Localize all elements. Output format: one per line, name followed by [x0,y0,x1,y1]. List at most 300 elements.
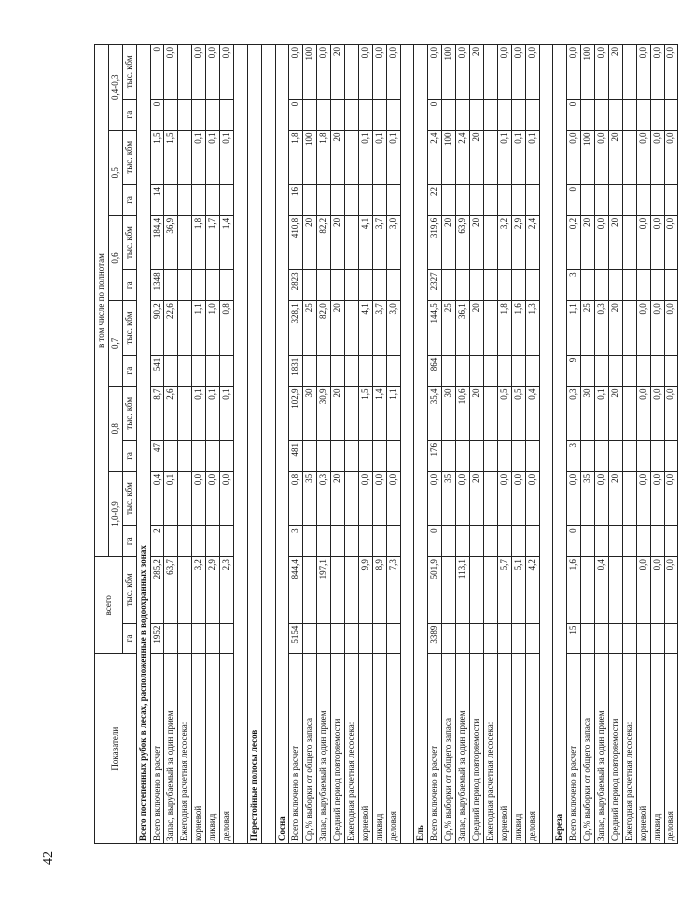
value-cell [386,441,400,472]
table-row [622,45,636,844]
value-cell [470,441,484,472]
table-row [275,45,289,844]
table-row [470,45,484,844]
value-cell [664,99,678,130]
value-cell [497,355,511,386]
value-cell [317,185,331,216]
value-cell [636,99,650,130]
value-cell: 20 [608,471,622,526]
table-row [261,45,275,844]
value-cell [442,99,456,130]
value-cell [345,45,359,100]
value-cell: 1,4 [372,386,386,441]
value-cell: 0,0 [650,215,664,270]
value-cell: 35 [442,471,456,526]
value-cell: 2,3 [220,557,234,623]
table-row [358,45,372,844]
value-cell [650,355,664,386]
table-row [233,45,247,844]
value-cell: 1,6 [567,557,581,623]
value-cell: 20 [331,301,345,356]
value-cell: 319,6 [428,215,442,270]
value-cell [483,301,497,356]
value-cell [386,185,400,216]
section-title: Ель [414,45,428,844]
table-row [553,45,567,844]
value-cell [595,526,609,557]
value-cell [345,471,359,526]
row-label: Запас, вырубаемый за один прием [456,654,470,844]
value-cell [650,270,664,301]
value-cell [456,99,470,130]
value-cell [345,526,359,557]
blank-cell [261,45,275,844]
row-label: деловая [220,654,234,844]
value-cell [470,623,484,654]
row-label: Запас, вырубаемый за один прием [595,654,609,844]
row-label: Всего включено в расчет [428,654,442,844]
value-cell: 0,0 [650,301,664,356]
value-cell [345,99,359,130]
value-cell: 3 [289,526,303,557]
table-row [636,45,650,844]
value-cell: 63,7 [164,557,178,623]
row-label: Запас, вырубаемый за один прием [164,654,178,844]
value-cell [220,185,234,216]
value-cell: 5,1 [511,557,525,623]
value-cell: 501,9 [428,557,442,623]
value-cell: 1,1 [386,386,400,441]
table-row [345,45,359,844]
value-cell [511,623,525,654]
value-cell: 0 [567,99,581,130]
value-cell: 90,2 [150,301,164,356]
value-cell [220,270,234,301]
value-cell [622,130,636,185]
value-cell [372,99,386,130]
value-cell [303,526,317,557]
value-cell [358,623,372,654]
table-body [136,45,678,844]
table-row [289,45,303,844]
value-cell [608,557,622,623]
value-cell: 100 [303,45,317,100]
value-cell [331,526,345,557]
value-cell [372,270,386,301]
value-cell: 3,2 [497,215,511,270]
value-cell [178,441,192,472]
value-cell: 20 [608,386,622,441]
value-cell [345,386,359,441]
value-cell [622,386,636,441]
value-cell [470,526,484,557]
value-cell: 0,0 [220,45,234,100]
value-cell: 0,1 [595,386,609,441]
value-cell [470,270,484,301]
value-cell: 5154 [289,623,303,654]
row-label: Ежегодная расчетная лесосека: [178,654,192,844]
value-cell [636,623,650,654]
value-cell: 0,5 [511,386,525,441]
value-cell [525,185,539,216]
header-total: всего [95,557,123,654]
value-cell: 0,0 [358,471,372,526]
value-cell: 0 [150,99,164,130]
value-cell: 1,6 [511,301,525,356]
value-cell: 0,0 [206,471,220,526]
value-cell: 25 [442,301,456,356]
header-unit-tkm: тыс. кбм [122,130,136,185]
value-cell: 1,5 [164,130,178,185]
value-cell [206,623,220,654]
row-label: деловая [525,654,539,844]
value-cell: 0,2 [567,215,581,270]
value-cell [595,99,609,130]
table-row [150,45,164,844]
value-cell: 1,4 [220,215,234,270]
value-cell: 20 [331,386,345,441]
table-row [372,45,386,844]
value-cell [317,355,331,386]
value-cell: 0,3 [567,386,581,441]
value-cell: 0,0 [428,45,442,100]
value-cell [483,355,497,386]
value-cell [622,471,636,526]
blank-cell [400,45,414,844]
row-label: ликвид [372,654,386,844]
value-cell [331,557,345,623]
value-cell: 36,9 [164,215,178,270]
row-label: ликвид [206,654,220,844]
value-cell: 3,7 [372,301,386,356]
value-cell [358,355,372,386]
table-row [386,45,400,844]
value-cell [372,526,386,557]
table-row [331,45,345,844]
value-cell: 20 [331,45,345,100]
value-cell [608,355,622,386]
row-label: ликвид [511,654,525,844]
value-cell: 0,0 [636,471,650,526]
value-cell: 0,1 [386,130,400,185]
row-label: Средний период повторяемости [331,654,345,844]
value-cell: 0,0 [456,471,470,526]
value-cell [511,526,525,557]
value-cell: 0,5 [497,386,511,441]
header-group: 0,7 [108,301,122,386]
value-cell [483,526,497,557]
value-cell: 0,0 [664,301,678,356]
value-cell: 0,1 [220,130,234,185]
value-cell [442,557,456,623]
value-cell [345,623,359,654]
value-cell: 0,1 [525,130,539,185]
value-cell: 0,1 [192,386,206,441]
value-cell [220,99,234,130]
value-cell: 22,6 [164,301,178,356]
value-cell: 82,0 [317,301,331,356]
header-unit-tkm: тыс. кбм [122,301,136,356]
header-group: 0,8 [108,386,122,471]
value-cell: 0,0 [567,471,581,526]
value-cell: 20 [470,471,484,526]
value-cell [386,355,400,386]
value-cell [345,355,359,386]
value-cell [497,526,511,557]
header-unit-tkm: тыс. кбм [122,386,136,441]
row-label: Ежегодная расчетная лесосека: [622,654,636,844]
value-cell: 0,0 [636,215,650,270]
value-cell [636,185,650,216]
value-cell [386,526,400,557]
value-cell [581,270,595,301]
value-cell: 20 [608,215,622,270]
value-cell: 15 [567,623,581,654]
value-cell: 2,9 [511,215,525,270]
value-cell: 20 [470,215,484,270]
value-cell [525,441,539,472]
value-cell: 0,0 [664,215,678,270]
value-cell: 0,1 [497,130,511,185]
value-cell [303,355,317,386]
value-cell [483,386,497,441]
rotated-table-sheet [94,44,676,844]
value-cell: 1,0 [206,301,220,356]
value-cell: 82,2 [317,215,331,270]
value-cell [664,526,678,557]
value-cell [442,526,456,557]
value-cell [164,355,178,386]
value-cell: 20 [608,130,622,185]
value-cell: 1,5 [358,386,372,441]
value-cell: 100 [442,130,456,185]
value-cell [650,99,664,130]
value-cell: 0,1 [358,130,372,185]
value-cell [303,270,317,301]
value-cell: 0,0 [567,45,581,100]
row-label: корневой [358,654,372,844]
value-cell [483,215,497,270]
header-unit-ha: га [122,623,136,654]
value-cell: 3,2 [192,557,206,623]
value-cell: 0,1 [220,386,234,441]
value-cell [164,99,178,130]
value-cell [192,526,206,557]
value-cell: 2,4 [428,130,442,185]
value-cell: 35,4 [428,386,442,441]
row-label: корневой [636,654,650,844]
table-row [511,45,525,844]
value-cell [331,623,345,654]
value-cell [331,270,345,301]
header-group: 0,5 [108,130,122,215]
value-cell [622,45,636,100]
value-cell [497,270,511,301]
value-cell [358,270,372,301]
row-label: Запас, вырубаемый за один прием [317,654,331,844]
table-header [95,45,137,844]
value-cell: 197,1 [317,557,331,623]
value-cell: 0,1 [372,130,386,185]
value-cell [595,355,609,386]
value-cell: 0,0 [525,45,539,100]
value-cell [178,301,192,356]
value-cell [442,355,456,386]
value-cell: 0,1 [206,386,220,441]
value-cell: 1,8 [289,130,303,185]
value-cell: 0,0 [497,471,511,526]
value-cell: 0,0 [595,45,609,100]
value-cell [622,623,636,654]
value-cell: 20 [608,45,622,100]
value-cell: 0,0 [317,45,331,100]
value-cell: 100 [581,130,595,185]
value-cell: 1831 [289,355,303,386]
value-cell: 0,0 [636,557,650,623]
value-cell [345,441,359,472]
value-cell: 20 [331,130,345,185]
value-cell [192,623,206,654]
table-row [581,45,595,844]
value-cell: 410,8 [289,215,303,270]
table-row [206,45,220,844]
value-cell [581,185,595,216]
value-cell: 2 [150,526,164,557]
value-cell: 0,0 [192,45,206,100]
value-cell [470,355,484,386]
row-label: деловая [386,654,400,844]
value-cell: 20 [303,215,317,270]
value-cell [511,99,525,130]
value-cell: 0,0 [386,471,400,526]
value-cell [581,526,595,557]
value-cell: 8,9 [372,557,386,623]
value-cell [650,623,664,654]
value-cell: 30,9 [317,386,331,441]
value-cell [178,623,192,654]
value-cell: 22 [428,185,442,216]
value-cell: 100 [581,45,595,100]
value-cell: 47 [150,441,164,472]
value-cell [192,355,206,386]
value-cell [442,270,456,301]
value-cell [192,99,206,130]
header-unit-ha: га [122,270,136,301]
value-cell [220,526,234,557]
value-cell [178,270,192,301]
value-cell [331,355,345,386]
value-cell [664,623,678,654]
value-cell: 3,0 [386,215,400,270]
value-cell: 100 [442,45,456,100]
value-cell: 20 [581,215,595,270]
blank-cell [233,45,247,844]
value-cell [483,185,497,216]
value-cell [303,185,317,216]
value-cell: 16 [289,185,303,216]
value-cell: 4,1 [358,301,372,356]
value-cell: 0 [289,99,303,130]
value-cell [581,623,595,654]
value-cell [622,557,636,623]
value-cell: 3 [567,270,581,301]
value-cell [483,270,497,301]
value-cell: 0,0 [664,45,678,100]
header-unit-ha: га [122,99,136,130]
value-cell: 2,9 [206,557,220,623]
value-cell [164,270,178,301]
value-cell [511,355,525,386]
value-cell: 0,0 [358,45,372,100]
value-cell: 0,8 [289,471,303,526]
value-cell [220,355,234,386]
value-cell [483,99,497,130]
value-cell: 36,1 [456,301,470,356]
value-cell: 844,4 [289,557,303,623]
value-cell: 20 [608,301,622,356]
table-row [442,45,456,844]
value-cell: 30 [581,386,595,441]
value-cell [386,623,400,654]
value-cell: 0,0 [650,471,664,526]
value-cell: 35 [581,471,595,526]
table-row [483,45,497,844]
value-cell: 20 [470,301,484,356]
value-cell [220,623,234,654]
value-cell [664,185,678,216]
value-cell: 35 [303,471,317,526]
value-cell [622,99,636,130]
value-cell [525,623,539,654]
value-cell [497,185,511,216]
value-cell [595,270,609,301]
table-row [497,45,511,844]
value-cell: 0,1 [164,471,178,526]
value-cell [206,99,220,130]
value-cell: 20 [470,45,484,100]
header-unit-ha: га [122,526,136,557]
value-cell: 3 [567,441,581,472]
value-cell [192,441,206,472]
value-cell: 102,9 [289,386,303,441]
value-cell: 63,9 [456,215,470,270]
blank-cell [539,45,553,844]
value-cell [442,441,456,472]
value-cell: 0,0 [386,45,400,100]
value-cell [317,270,331,301]
header-unit-tkm: тыс. кбм [122,471,136,526]
value-cell [317,99,331,130]
value-cell [178,386,192,441]
value-cell: 285,2 [150,557,164,623]
row-label: Ср,% выборки от общего запаса [442,654,456,844]
value-cell [331,185,345,216]
value-cell [178,557,192,623]
value-cell: 0,0 [595,471,609,526]
section-title: Всего постепенных рубок в лесах, расположенные в водоохранных зонах [136,45,150,844]
value-cell [345,557,359,623]
value-cell [220,441,234,472]
value-cell [358,526,372,557]
value-cell [442,185,456,216]
value-cell [164,623,178,654]
value-cell: 2,4 [525,215,539,270]
value-cell: 0,0 [289,45,303,100]
value-cell: 541 [150,355,164,386]
value-cell [345,130,359,185]
value-cell [456,623,470,654]
value-cell: 0,0 [664,386,678,441]
